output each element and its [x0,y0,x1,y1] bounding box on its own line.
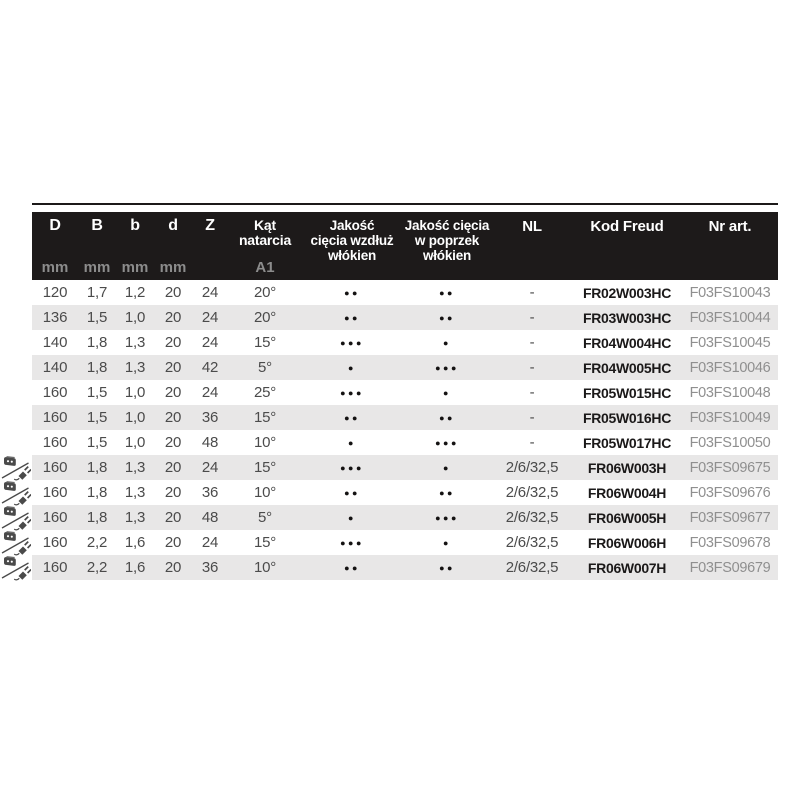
cell-jakosc-wzdluz: ●● [344,312,360,323]
cell-nr-art: F03FS09678 [689,534,771,551]
cell-kat-natarcia: 25° [253,384,277,401]
cell-jakosc-poprzek: ● [443,462,451,473]
battery-plug-icon [1,479,31,506]
cell-D: 160 [32,505,78,530]
cell-kod-freud: FR03W003HC [582,309,672,326]
cell-NL: - [529,384,535,401]
column-label: Nr art. [708,218,752,235]
cell-nr-art: F03FS10050 [689,434,771,451]
cell-D: 160 [32,455,78,480]
column-label: Kod Freud [590,218,664,235]
cell-nr-art: F03FS10048 [689,384,771,401]
cell-D: 160 [42,384,68,401]
cell-Z: 36 [201,484,219,501]
product-table [32,212,778,580]
cell-b: 1,3 [124,509,146,526]
cell-nr-art: F03FS09677 [689,509,771,526]
column-unit: mm [83,259,111,276]
column-header-kat-natarcia [228,212,302,280]
column-header-B [78,212,116,280]
cell-kat-natarcia: 10° [253,484,277,501]
cell-jakosc-wzdluz: ●● [344,562,360,573]
cell-b: 1,3 [124,459,146,476]
cell-jakosc-wzdluz: ●●● [340,462,364,473]
cell-b: 1,0 [124,434,146,451]
battery-plug-icon [1,554,31,581]
cell-d: 20 [164,434,182,451]
cell-B: 1,5 [86,309,108,326]
cell-jakosc-poprzek: ●● [439,287,455,298]
column-unit: A1 [255,259,275,276]
cell-B: 2,2 [86,559,108,576]
cell-D: 160 [42,434,68,451]
cell-NL: 2/6/32,5 [505,534,559,551]
column-label: NL [522,218,542,235]
cell-jakosc-wzdluz: ●●● [340,537,364,548]
cell-B: 1,5 [86,434,108,451]
cell-d: 20 [164,334,182,351]
column-unit: mm [41,259,69,276]
column-unit [402,260,492,275]
cell-kat-natarcia: 15° [253,409,277,426]
column-unit [682,260,778,275]
cell-B: 1,8 [86,334,108,351]
cell-kod-freud: FR05W015HC [582,384,672,401]
cell-jakosc-poprzek: ●●● [435,362,459,373]
table-row [32,555,778,580]
column-label: D [49,217,61,234]
cell-d: 20 [164,384,182,401]
table-row [32,330,778,355]
cell-B: 1,8 [86,359,108,376]
cell-b: 1,6 [124,559,146,576]
cell-NL: - [529,284,535,301]
column-label: Jakość cięcia wzdłuż włókien [310,218,394,263]
column-label: Z [205,217,215,234]
table-row [32,430,778,455]
cell-jakosc-wzdluz: ●● [344,487,360,498]
cell-b: 1,3 [124,359,146,376]
cell-jakosc-wzdluz: ● [348,362,356,373]
cell-b: 1,0 [124,384,146,401]
cell-kat-natarcia: 15° [253,534,277,551]
cell-jakosc-wzdluz: ●●● [340,387,364,398]
cell-nr-art: F03FS09676 [689,484,771,501]
battery-plug-icon [1,454,31,481]
cell-nr-art: F03FS10044 [689,309,771,326]
cell-NL: - [529,434,535,451]
column-unit [492,260,572,275]
cell-nr-art: F03FS09679 [689,559,771,576]
cell-jakosc-poprzek: ●● [439,412,455,423]
column-label: Jakość cięcia w poprzek włókien [404,218,490,263]
catalog-table-sheet [32,203,778,580]
table-row [32,305,778,330]
column-header-b [116,212,154,280]
table-body [32,280,778,580]
table-row [32,405,778,430]
cell-D: 140 [42,359,68,376]
cell-Z: 48 [201,434,219,451]
cell-kod-freud: FR06W007H [587,559,667,576]
cell-d: 20 [164,309,182,326]
cell-Z: 24 [201,459,219,476]
cell-kat-natarcia: 15° [253,459,277,476]
cell-D: 160 [42,409,68,426]
cell-jakosc-poprzek: ●●● [435,512,459,523]
cell-kat-natarcia: 20° [253,284,277,301]
cell-NL: 2/6/32,5 [505,484,559,501]
cell-kat-natarcia: 5° [258,359,272,376]
cell-kat-natarcia: 20° [253,309,277,326]
cell-Z: 48 [201,509,219,526]
cell-Z: 42 [201,359,219,376]
cell-B: 1,8 [86,459,108,476]
cell-d: 20 [164,559,182,576]
cell-kod-freud: FR05W016HC [582,409,672,426]
column-header-d [154,212,192,280]
cell-jakosc-wzdluz: ●●● [340,337,364,348]
column-unit: mm [121,259,149,276]
cell-NL: 2/6/32,5 [505,559,559,576]
cell-Z: 36 [201,559,219,576]
cell-b: 1,2 [124,284,146,301]
cell-nr-art: F03FS10046 [689,359,771,376]
cell-jakosc-poprzek: ●● [439,562,455,573]
battery-plug-icon [1,504,31,531]
cell-kat-natarcia: 10° [253,434,277,451]
table-row [32,530,778,555]
column-header-nr-art [682,212,778,280]
cell-kod-freud: FR04W004HC [582,334,672,351]
column-label: d [168,217,178,234]
table-header [32,212,778,280]
cell-kod-freud: FR06W005H [587,509,667,526]
cell-Z: 24 [201,334,219,351]
cell-nr-art: F03FS10045 [689,334,771,351]
cell-jakosc-poprzek: ● [443,387,451,398]
cell-d: 20 [164,409,182,426]
table-row [32,280,778,305]
cell-b: 1,0 [124,409,146,426]
cell-Z: 36 [201,409,219,426]
cell-jakosc-poprzek: ●● [439,312,455,323]
cell-jakosc-poprzek: ● [443,337,451,348]
table-row [32,505,778,530]
top-rule [32,203,778,205]
cell-d: 20 [164,484,182,501]
battery-plug-icon [1,529,31,556]
cell-NL: 2/6/32,5 [505,509,559,526]
cell-kat-natarcia: 5° [258,509,272,526]
cell-D: 120 [42,284,68,301]
column-unit [192,260,228,275]
header-row [32,212,778,280]
column-header-kod-freud [572,212,682,280]
cell-d: 20 [164,359,182,376]
column-header-jakosc-poprzek [402,212,492,280]
cell-kod-freud: FR06W004H [587,484,667,501]
cell-d: 20 [164,284,182,301]
cell-D: 160 [32,480,78,505]
cell-Z: 24 [201,284,219,301]
cell-kat-natarcia: 15° [253,334,277,351]
cell-B: 1,8 [86,509,108,526]
table-row [32,455,778,480]
column-unit: mm [159,259,187,276]
table-row [32,380,778,405]
cell-d: 20 [164,459,182,476]
cell-kod-freud: FR06W003H [587,459,667,476]
cell-Z: 24 [201,384,219,401]
column-unit [302,260,402,275]
cell-nr-art: F03FS09675 [689,459,771,476]
column-header-Z [192,212,228,280]
cell-B: 1,5 [86,409,108,426]
cell-D: 160 [32,530,78,555]
cell-jakosc-wzdluz: ● [348,437,356,448]
cell-jakosc-wzdluz: ●● [344,412,360,423]
cell-NL: - [529,409,535,426]
cell-Z: 24 [201,309,219,326]
cell-kod-freud: FR02W003HC [582,284,672,301]
cell-NL: 2/6/32,5 [505,459,559,476]
cell-d: 20 [164,509,182,526]
cell-jakosc-wzdluz: ● [348,512,356,523]
cell-kat-natarcia: 10° [253,559,277,576]
cell-B: 1,8 [86,484,108,501]
cell-jakosc-wzdluz: ●● [344,287,360,298]
cell-b: 1,0 [124,309,146,326]
column-label: B [91,217,103,234]
cell-kod-freud: FR06W006H [587,534,667,551]
column-unit [572,260,682,275]
table-row [32,355,778,380]
cell-jakosc-poprzek: ●● [439,487,455,498]
cell-D: 140 [42,334,68,351]
cell-B: 1,5 [86,384,108,401]
column-header-jakosc-wzdluz [302,212,402,280]
cell-jakosc-poprzek: ● [443,537,451,548]
cell-NL: - [529,309,535,326]
cell-kod-freud: FR04W005HC [582,359,672,376]
cell-NL: - [529,359,535,376]
column-header-NL [492,212,572,280]
column-header-D [32,212,78,280]
cell-B: 2,2 [86,534,108,551]
cell-D: 160 [32,555,78,580]
cell-d: 20 [164,534,182,551]
cell-nr-art: F03FS10043 [689,284,771,301]
cell-jakosc-poprzek: ●●● [435,437,459,448]
cell-Z: 24 [201,534,219,551]
cell-nr-art: F03FS10049 [689,409,771,426]
cell-B: 1,7 [86,284,108,301]
table-row [32,480,778,505]
cell-b: 1,3 [124,484,146,501]
column-label: b [130,217,140,234]
cell-b: 1,6 [124,534,146,551]
column-label: Kąt natarcia [238,217,292,248]
cell-D: 136 [42,309,68,326]
cell-b: 1,3 [124,334,146,351]
cell-NL: - [529,334,535,351]
cell-kod-freud: FR05W017HC [582,434,672,451]
